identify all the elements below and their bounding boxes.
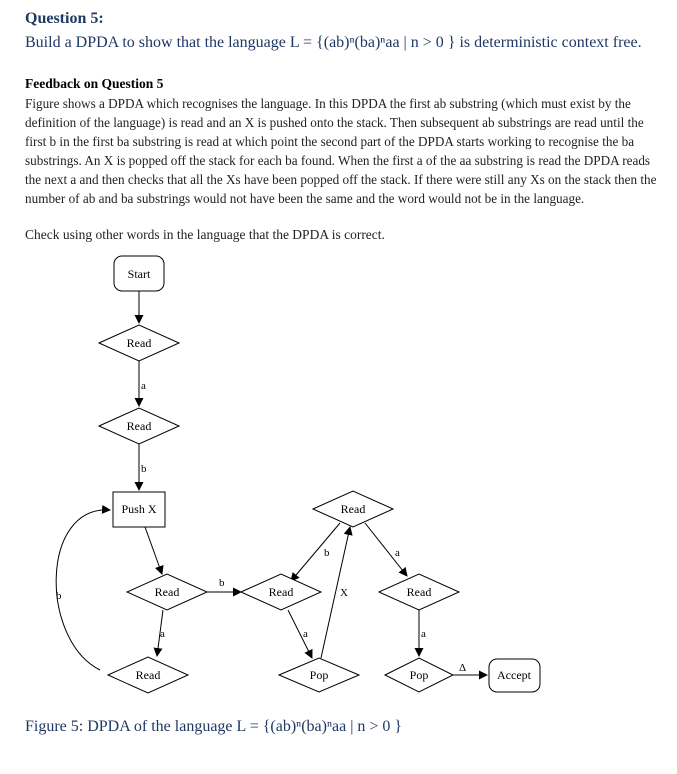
label-read5-pop1: a — [303, 628, 308, 640]
node-pop1-label: Pop — [309, 668, 329, 682]
node-accept-label: Accept — [497, 668, 531, 682]
label-pop1-read6: X — [340, 587, 348, 599]
edge-push-read3 — [145, 527, 162, 574]
check-note: Check using other words in the language that the DPDA is correct. — [25, 227, 385, 242]
label-read3-read5: b — [219, 577, 225, 589]
label-read3-read4: a — [160, 628, 165, 640]
feedback-title: Feedback on Question 5 — [25, 76, 164, 91]
node-read4-label: Read — [135, 668, 161, 682]
label-read7-pop2: a — [421, 628, 426, 640]
label-read1-read2: a — [141, 380, 146, 392]
edge-read6-read5 — [291, 523, 340, 581]
question-title: Question 5: — [25, 10, 104, 27]
node-pop2-label: Pop — [409, 668, 429, 682]
node-read5-label: Read — [268, 585, 294, 599]
figure-caption: Figure 5: DPDA of the language L = {(ab)ⁿ(ba)ⁿaa | n > 0 } — [25, 718, 403, 735]
node-read1-label: Read — [126, 336, 152, 350]
node-push-x-label: Push X — [121, 502, 157, 516]
label-pop2-accept: Δ — [459, 662, 467, 674]
node-read7-label: Read — [406, 585, 432, 599]
question-text: Build a DPDA to show that the language L = {(ab)ⁿ(ba)ⁿaa | n > 0 } is deterministic context free. — [25, 34, 642, 51]
node-read6-label: Read — [340, 502, 366, 516]
label-read2-push: b — [141, 463, 147, 475]
edge-read4-push — [56, 510, 110, 670]
label-read6-read7: a — [395, 547, 400, 559]
node-read3-label: Read — [154, 585, 180, 599]
label-read4-push: b — [56, 590, 62, 602]
edge-read5-pop1 — [288, 610, 312, 658]
label-read6-read5: b — [324, 547, 330, 559]
edge-read6-read7 — [365, 523, 407, 576]
node-read2-label: Read — [126, 419, 152, 433]
node-start-label: Start — [127, 267, 151, 281]
feedback-text: Figure shows a DPDA which recognises the language. In this DPDA the first ab substring (which must exist by the definition of the language) is read and an X is pushed onto the stack. Then subsequent ab substrings are read until the first b in the first ba substring is read at which point the second part of the DPDA starts working to recognise the ba substrings. An X is popped off the stack for each ba found. When the first a of the aa substring is read the DPDA reads the next a and then checks that all the Xs have been popped off the stack. If there were still any Xs on the stack then the number of ab and ba substrings would not have been the same and the word would not be in the language. — [25, 96, 657, 206]
dpda-diagram — [0, 250, 677, 710]
